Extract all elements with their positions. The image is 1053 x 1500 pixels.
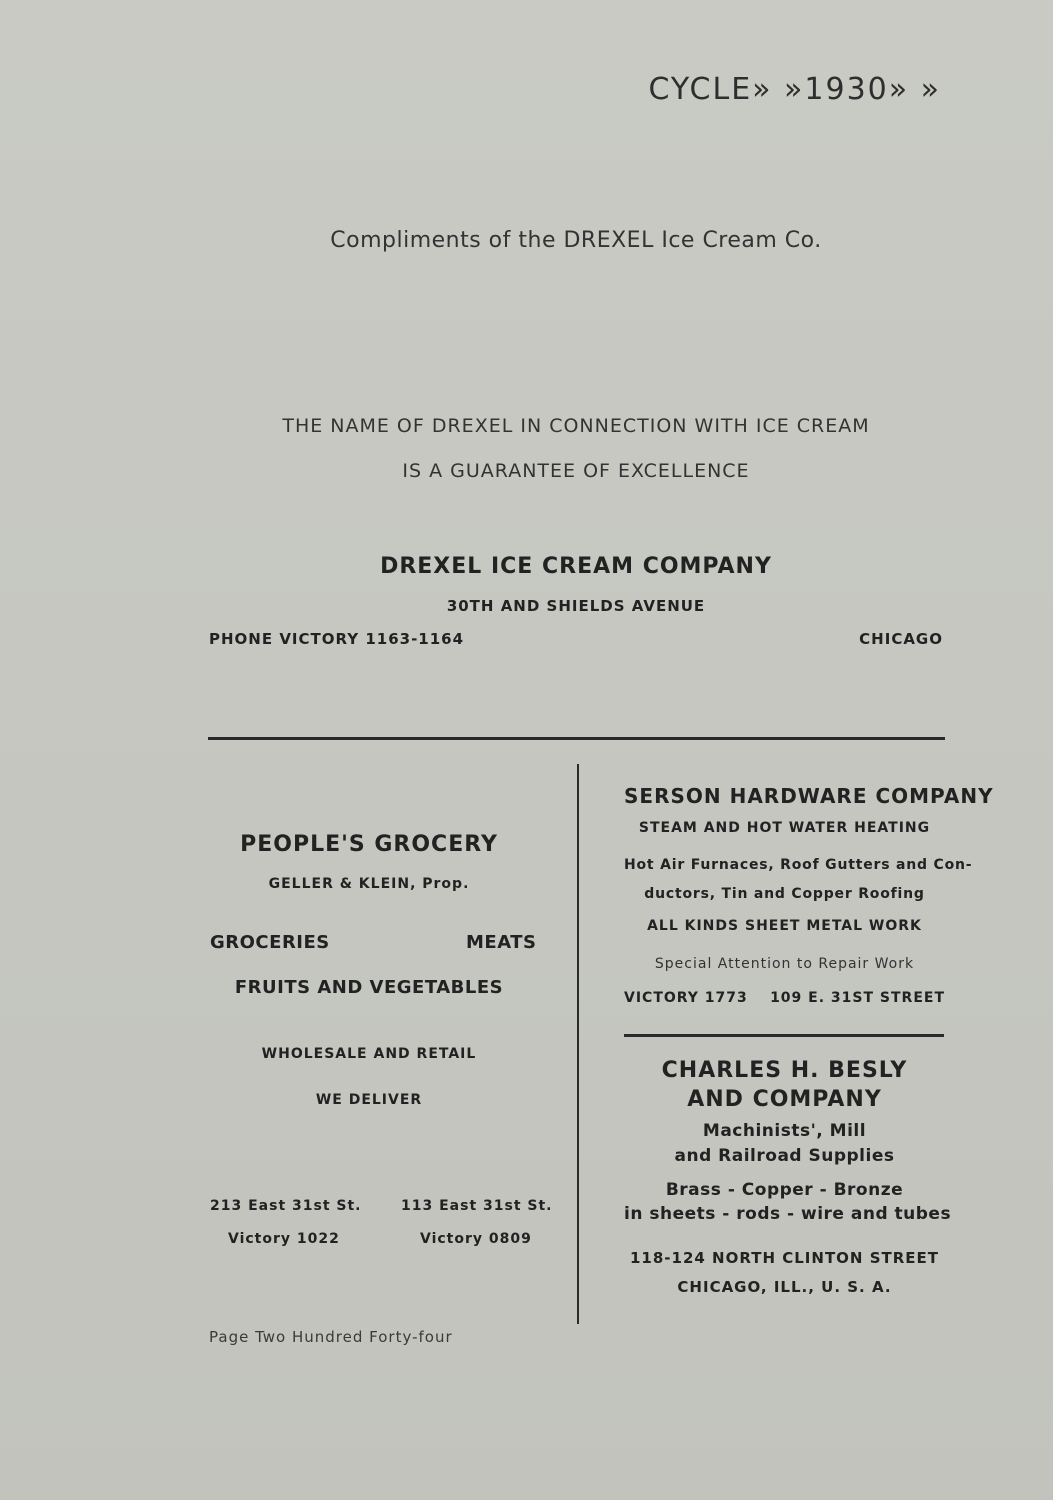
- besly-metals-line-2: in sheets - rods - wire and tubes: [624, 1204, 952, 1224]
- besly-street: 118-124 NORTH CLINTON STREET: [629, 1249, 940, 1267]
- grocery-fruits-vegetables: FRUITS AND VEGETABLES: [234, 977, 504, 998]
- page-header-title: CYCLE» »1930» »: [648, 72, 941, 107]
- besly-name-line-1: CHARLES H. BESLY: [661, 1058, 908, 1083]
- drexel-city: CHICAGO: [859, 630, 943, 648]
- grocery-store-1-address: 213 East 31st St.: [210, 1198, 362, 1214]
- serson-name: SERSON HARDWARE COMPANY: [624, 784, 994, 808]
- serson-heating: STEAM AND HOT WATER HEATING: [638, 820, 931, 836]
- serson-phone: VICTORY 1773: [624, 990, 748, 1006]
- besly-city: CHICAGO, ILL., U. S. A.: [677, 1278, 892, 1296]
- serson-repair: Special Attention to Repair Work: [654, 956, 915, 972]
- grocery-name: PEOPLE'S GROCERY: [240, 832, 498, 857]
- besly-supplies-line-1: Machinists', Mill: [702, 1121, 867, 1141]
- besly-name-line-2: AND COMPANY: [687, 1087, 882, 1112]
- serson-address: 109 E. 31ST STREET: [770, 990, 945, 1006]
- right-column-divider: [624, 1034, 944, 1037]
- grocery-deliver: WE DELIVER: [315, 1092, 423, 1108]
- grocery-proprietors: GELLER & KLEIN, Prop.: [268, 876, 470, 892]
- page-number: Page Two Hundred Forty-four: [209, 1328, 453, 1346]
- grocery-wholesale: WHOLESALE AND RETAIL: [261, 1046, 477, 1062]
- drexel-slogan-line-1: THE NAME OF DREXEL IN CONNECTION WITH ICE CREAM: [282, 415, 870, 437]
- serson-furnaces-line-1: Hot Air Furnaces, Roof Gutters and Con-: [624, 857, 973, 873]
- grocery-groceries: GROCERIES: [210, 932, 330, 953]
- grocery-store-1-phone: Victory 1022: [228, 1231, 340, 1247]
- besly-supplies-line-2: and Railroad Supplies: [674, 1146, 895, 1166]
- serson-furnaces-line-2: ductors, Tin and Copper Roofing: [644, 886, 925, 902]
- drexel-compliments: Compliments of the DREXEL Ice Cream Co.: [330, 228, 822, 253]
- grocery-store-2-address: 113 East 31st St.: [401, 1198, 553, 1214]
- column-divider: [577, 764, 579, 1324]
- drexel-phone: PHONE VICTORY 1163-1164: [209, 630, 465, 648]
- section-divider: [208, 737, 945, 740]
- grocery-meats: MEATS: [466, 932, 537, 953]
- serson-sheet-metal: ALL KINDS SHEET METAL WORK: [647, 918, 922, 934]
- drexel-address: 30TH AND SHIELDS AVENUE: [446, 597, 706, 615]
- besly-metals-line-1: Brass - Copper - Bronze: [665, 1180, 904, 1200]
- drexel-company-name: DREXEL ICE CREAM COMPANY: [380, 554, 772, 579]
- grocery-store-2-phone: Victory 0809: [420, 1231, 532, 1247]
- drexel-slogan-line-2: IS A GUARANTEE OF EXCELLENCE: [402, 460, 750, 482]
